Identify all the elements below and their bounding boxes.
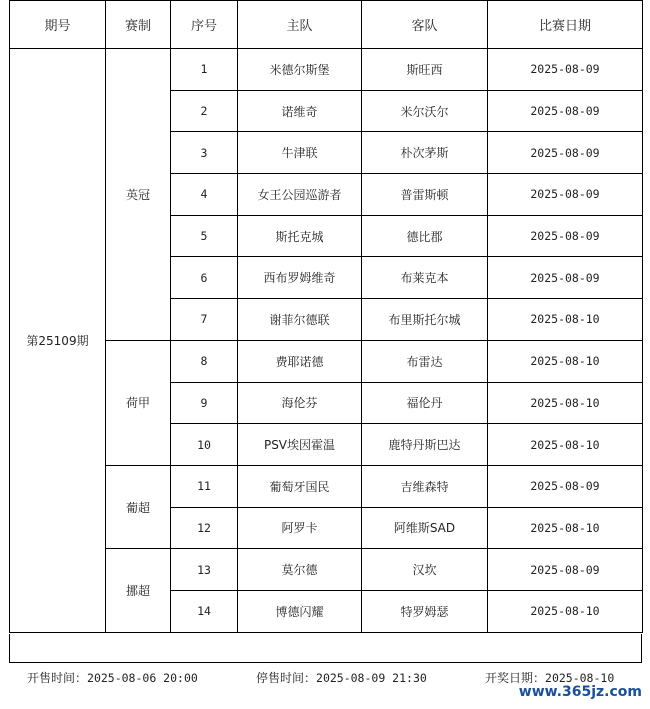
away-team: 布莱克本 — [362, 257, 488, 299]
row-no: 7 — [171, 299, 238, 341]
home-team: 谢菲尔德联 — [238, 299, 362, 341]
league-cell: 荷甲 — [106, 340, 171, 465]
away-team: 阿维斯SAD — [362, 507, 488, 549]
row-no: 4 — [171, 174, 238, 216]
away-team: 普雷斯顿 — [362, 174, 488, 216]
row-no: 3 — [171, 132, 238, 174]
home-team: 诺维奇 — [238, 90, 362, 132]
draw-date-value: 2025-08-10 — [545, 671, 615, 685]
away-team: 布雷达 — [362, 340, 488, 382]
row-no: 14 — [171, 590, 238, 632]
row-no: 6 — [171, 257, 238, 299]
home-team: 莫尔德 — [238, 549, 362, 591]
home-team: 女王公园巡游者 — [238, 174, 362, 216]
away-team: 斯旺西 — [362, 49, 488, 91]
match-date: 2025-08-09 — [488, 49, 643, 91]
header-league: 赛制 — [106, 1, 171, 49]
league-cell: 英冠 — [106, 49, 171, 341]
match-date: 2025-08-09 — [488, 132, 643, 174]
draw-date-label: 开奖日期： — [485, 671, 546, 685]
match-date: 2025-08-10 — [488, 424, 643, 466]
home-team: 斯托克城 — [238, 215, 362, 257]
away-team: 朴次茅斯 — [362, 132, 488, 174]
site-watermark: www.365jz.com — [518, 684, 642, 700]
sale-stop-label: 停售时间： — [256, 671, 317, 685]
away-team: 米尔沃尔 — [362, 90, 488, 132]
match-date: 2025-08-09 — [488, 257, 643, 299]
match-date: 2025-08-10 — [488, 382, 643, 424]
sale-start-label: 开售时间： — [27, 671, 88, 685]
home-team: 西布罗姆维奇 — [238, 257, 362, 299]
home-team: 海伦芬 — [238, 382, 362, 424]
home-team: 费耶诺德 — [238, 340, 362, 382]
home-team: 阿罗卡 — [238, 507, 362, 549]
header-home: 主队 — [238, 1, 362, 49]
match-date: 2025-08-10 — [488, 507, 643, 549]
home-team: 牛津联 — [238, 132, 362, 174]
league-cell: 葡超 — [106, 465, 171, 548]
row-no: 11 — [171, 465, 238, 507]
row-no: 5 — [171, 215, 238, 257]
away-team: 鹿特丹斯巴达 — [362, 424, 488, 466]
league-cell: 挪超 — [106, 549, 171, 632]
header-away: 客队 — [362, 1, 488, 49]
blank-row — [9, 634, 642, 663]
row-no: 13 — [171, 549, 238, 591]
home-team: 米德尔斯堡 — [238, 49, 362, 91]
sale-stop — [256, 669, 427, 686]
away-team: 福伦丹 — [362, 382, 488, 424]
match-date: 2025-08-09 — [488, 174, 643, 216]
away-team: 特罗姆瑟 — [362, 590, 488, 632]
sale-stop-value: 2025-08-09 21:30 — [316, 671, 427, 685]
sale-start — [27, 669, 198, 686]
match-date: 2025-08-10 — [488, 590, 643, 632]
row-no: 8 — [171, 340, 238, 382]
match-date: 2025-08-09 — [488, 215, 643, 257]
match-date: 2025-08-09 — [488, 549, 643, 591]
schedule-table — [9, 0, 643, 633]
match-date: 2025-08-09 — [488, 465, 643, 507]
header-row — [10, 1, 643, 49]
row-no: 12 — [171, 507, 238, 549]
header-issue: 期号 — [10, 1, 106, 49]
home-team: 博德闪耀 — [238, 590, 362, 632]
issue-cell: 第25109期 — [10, 49, 106, 633]
home-team: PSV埃因霍温 — [238, 424, 362, 466]
sale-start-value: 2025-08-06 20:00 — [87, 671, 198, 685]
home-team: 葡萄牙国民 — [238, 465, 362, 507]
away-team: 汉坎 — [362, 549, 488, 591]
match-date: 2025-08-10 — [488, 299, 643, 341]
away-team: 德比郡 — [362, 215, 488, 257]
header-no: 序号 — [171, 1, 238, 49]
table-row — [10, 49, 643, 91]
row-no: 10 — [171, 424, 238, 466]
row-no: 2 — [171, 90, 238, 132]
header-date: 比赛日期 — [488, 1, 643, 49]
match-date: 2025-08-10 — [488, 340, 643, 382]
match-date: 2025-08-09 — [488, 90, 643, 132]
away-team: 吉维森特 — [362, 465, 488, 507]
row-no: 9 — [171, 382, 238, 424]
away-team: 布里斯托尔城 — [362, 299, 488, 341]
row-no: 1 — [171, 49, 238, 91]
